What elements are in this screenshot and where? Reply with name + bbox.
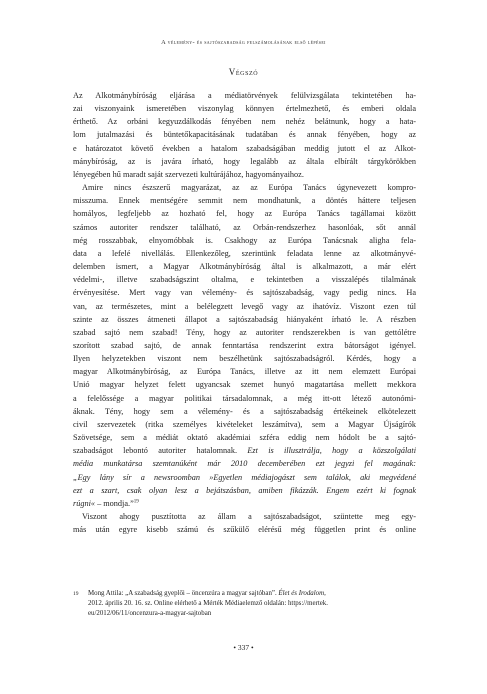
text-line: mánybíróság, az is javára írható, hogy legalább az általa elbírált tárgykörökben — [73, 156, 416, 166]
paragraph-3 — [73, 510, 416, 536]
footnote-line — [88, 589, 416, 599]
text-segment: – mondja.” — [95, 498, 134, 508]
footnote — [73, 589, 416, 620]
text-line — [73, 471, 416, 484]
text-line: szinte az összes átmeneti állapot a sajtószabadság hiányaként írható le. A részben — [73, 314, 416, 324]
paragraph-1 — [73, 89, 416, 181]
section-title: Végszó — [228, 67, 259, 77]
text-line — [73, 457, 416, 470]
running-head: A vélemény- és sajtószabadság felszámolásának első lépései — [161, 39, 326, 46]
quote-line: „Egy lány sír a newsroomban »Egyetlen médiajogászt sem találok, aki megvédené — [73, 472, 416, 482]
text-line: data a lefelé nivellálás. Ellenkezőleg, szerintünk feladata lenne az alkotmányvé- — [73, 248, 416, 258]
text-line: civil szervezetek (ritka személyes kivételeket leszámítva), sem a Magyar Újságírók — [73, 419, 416, 429]
page-number: • 337 • — [233, 643, 254, 652]
text-line: a felelőssége a magyar politikai társadalomnak, a még itt-ott létező autonómi- — [73, 393, 416, 403]
text-line: magyar Alkotmánybíróság, az Európa Tanács, illetve az itt nem elemzett Európai — [73, 367, 416, 377]
paragraph-2 — [73, 181, 416, 510]
quote-line: rúgni« — [73, 498, 96, 508]
text-line: védelmi-, illetve szabadságszint oltalma, e tekintetben a visszalépés tilalmának — [73, 275, 416, 285]
text-line: homályos, legfeljebb az hozható fel, hogy az Európa Tanács tagállamai között — [73, 209, 416, 219]
text-line: delemben ismert, a Magyar Alkotmánybíróság által is alkalmazott, a már elért — [73, 262, 416, 272]
footnote-link[interactable]: eu/2012/06/11/oncenzura-a-magyar-sajtoban — [88, 610, 212, 618]
text-line: áknak. Tény, hogy sem a vélemény- és a sajtószabadság értékeinek elkötelezett — [73, 406, 416, 416]
text-line: még rosszabbak, elnyomóbbak is. Csakhogy az Európa Tanácsnak aligha fela- — [73, 235, 416, 245]
body-text — [73, 89, 416, 536]
text-line: van, az természetes, mint a belélegzett levegő vagy az ihatóvíz. Viszont ezen túl — [73, 301, 416, 311]
text-line: lom jutalmazási és büntetőkapacitásának tudatában és annak fényében, hogy az — [73, 130, 416, 140]
quote-line: média munkatársa szemtanúként már 2010 decemberében ezt jegyzi fel magának: — [73, 459, 416, 469]
text-line: Amire nincs észszerű magyarázat, az az Európa Tanács úgynevezett kompro- — [82, 183, 416, 193]
text-line: Unió magyar helyzet felett ugyancsak szemet hunyó magatartása mellett mekkora — [73, 380, 416, 390]
footnote-line: 2012. április 20. 16. sz. Online elérhető a Mérték Médiaelemző oldalán: https://mertek. — [88, 600, 328, 608]
footnote-ref[interactable]: 19 — [133, 499, 139, 505]
text-line: szabad sajtó nem szabad! Tény, hogy az autoriter rendszerekben is van gettólétre — [73, 327, 416, 337]
text-line: Szövetsége, sem a médiát oktató akadémiai szféra eddig nem hódolt be a sajtó- — [73, 433, 416, 443]
quote-line: ezt a szart, csak olyan lesz a bejátszásban, amiben fikázzák. Engem ezért ki fognak — [73, 485, 416, 495]
footnote-number: 19 — [73, 591, 79, 597]
text-line — [73, 484, 416, 497]
text-line: Ilyen helyzetekben viszont nem beszélhetünk sajtószabadságról. Kérdés, hogy a — [73, 354, 416, 364]
text-line: érvényesítése. Mert vagy van vélemény- és sajtószabadság, vagy pedig nincs. Ha — [73, 288, 416, 298]
text-line: Viszont ahogy pusztította az állam a sajtószabadságot, szüntette meg egy- — [82, 512, 416, 521]
text-line: misszuma. Ennek mentségére semmit nem mondhatunk, a döntés háttere teljesen — [73, 196, 416, 206]
text-line: lényegében hű maradt saját szervezeti kultúrájához, hagyományaihoz. — [73, 169, 304, 179]
text-line — [73, 497, 416, 510]
text-line — [73, 444, 416, 457]
quote-intro: Ezt is illusztrálja, hogy a közszolgálati — [237, 446, 416, 456]
text-line: más után egyre kisebb számú és szűkülő elérésű még független print és online — [73, 525, 416, 535]
footnote-text — [88, 589, 416, 620]
text-line: Az Alkotmánybíróság eljárása a médiatörvények felülvizsgálata tekintetében ha- — [73, 91, 416, 100]
text-line: érthető. Az orbáni kegyuzdálkodás fényében nem nehéz belátnunk, hogy a hata- — [73, 117, 416, 127]
footnote-author: Mong Attila: „A szabadság gyeplői – öncenzúra a magyar sajtóban”. — [88, 590, 277, 597]
text-line: számos autoriter rendszer található, az Orbán-rendszerhez hasonlóak, sőt annál — [73, 222, 416, 232]
text-line: e határozatot követő években a hatalom szabadságában meddig jutott el az Alkot- — [73, 143, 416, 153]
text-segment: szabadságot lebontó autoriter hatalomnak. — [73, 446, 238, 456]
text-line: zai viszonyaink ismeretében viszonylag könnyen értelmezhető, és emberi oldala — [73, 104, 416, 114]
footnote-journal: Élet és Irodalom, — [278, 590, 326, 597]
text-line: szorított szabad sajtó, de annak fenntartása rendszerint extra bátorságot igényel. — [73, 340, 416, 350]
